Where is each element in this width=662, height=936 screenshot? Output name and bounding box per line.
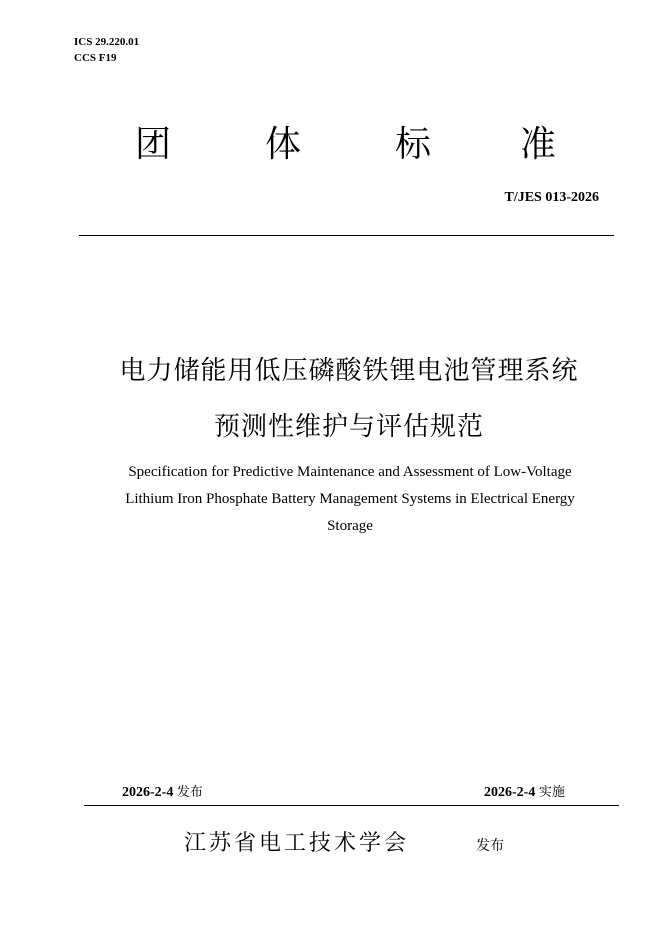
implement-date: 2026-2-4 [484,785,536,800]
implement-label: 实施 [538,785,565,800]
chinese-title-line-2: 预测性维护与评估规范 [213,412,484,442]
doc-type-char: 团 [134,124,171,165]
top-divider [79,235,614,236]
ics-code: ICS 29.220.01 [74,36,140,48]
issue-date-block [122,781,203,801]
ccs-code: CCS F19 [74,52,117,64]
classification-codes [74,34,139,66]
issue-label: 发布 [176,785,203,800]
chinese-title-line-1: 电力储能用低压磷酸铁锂电池管理系统 [119,356,579,386]
implement-date-block [484,781,565,801]
doc-type-char: 体 [264,124,301,165]
doc-type-char: 准 [519,124,556,165]
english-title-line-1: Specification for Predictive Maintenance and Assessment of Low-Voltage [128,464,572,480]
publisher-action: 发布 [476,838,504,854]
english-title-line-3: Storage [327,518,373,534]
issue-date: 2026-2-4 [122,785,174,800]
english-title [100,459,600,540]
doc-type-char: 标 [394,124,431,165]
document-type-heading [0,120,662,170]
standard-number: T/JES 013-2026 [504,190,599,205]
bottom-divider [84,805,619,806]
english-title-line-2: Lithium Iron Phosphate Battery Management Systems in Electrical Energy [125,491,575,507]
publisher-name: 江苏省电工技术学会 [184,831,410,856]
